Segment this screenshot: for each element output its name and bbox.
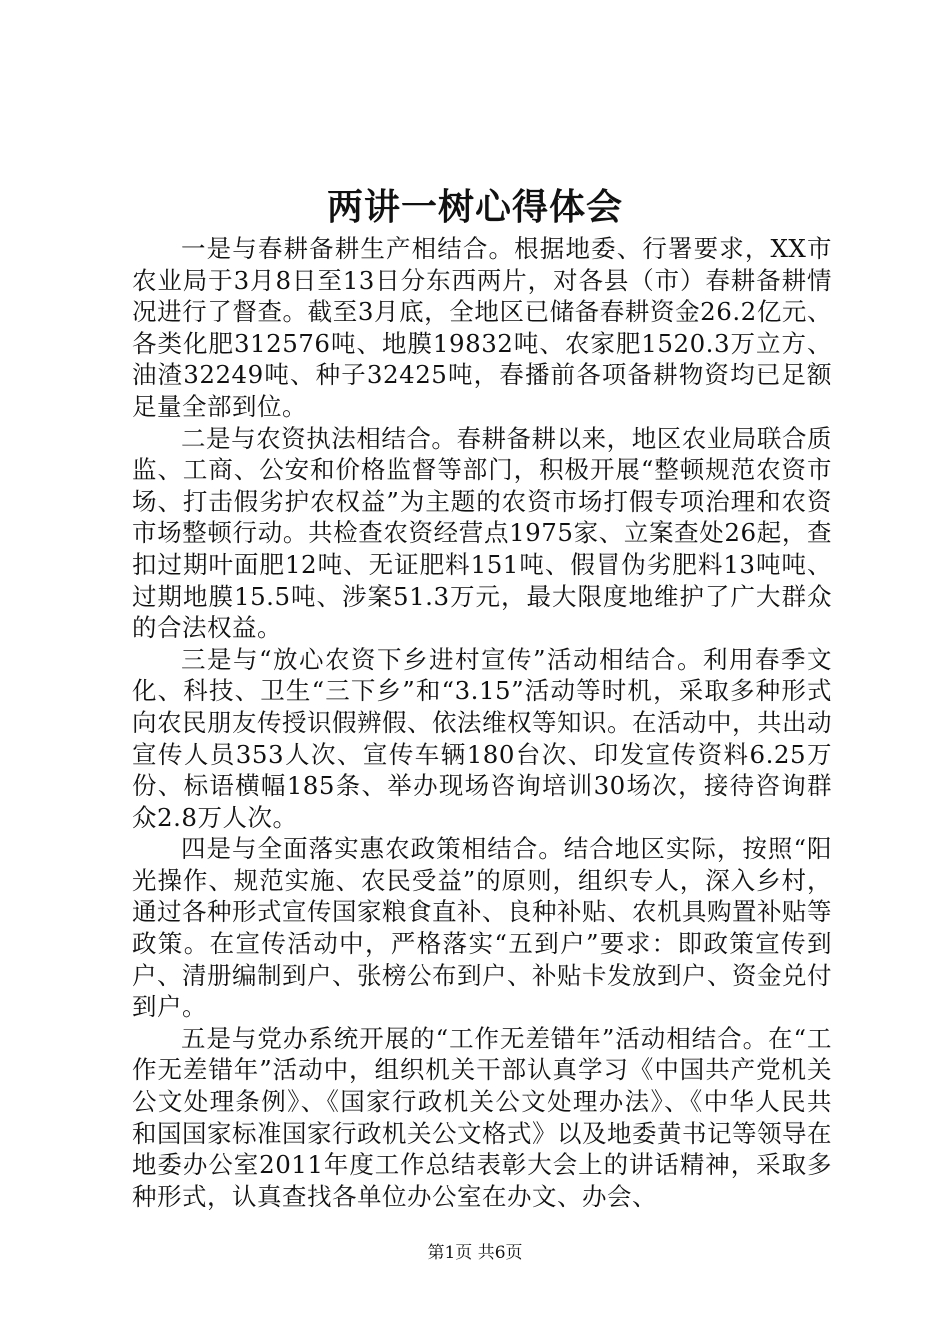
- paragraph-5: 五是与党办系统开展的“工作无差错年”活动相结合。在“工作无差错年”活动中，组织机关干部认真学习《中国共产党机关公文处理条例》、《国家行政机关公文处理办法》、《中华人民共和国国家标准国家行政机关公文格式》以及地委黄书记等领导在地委办公室2011年度工作总结表彰大会上的讲话精神，采取多种形式，认真查找各单位办公室在办文、办会、: [132, 1023, 832, 1211]
- paragraph-4: 四是与全面落实惠农政策相结合。结合地区实际，按照“阳光操作、规范实施、农民受益”的原则，组织专人，深入乡村，通过各种形式宣传国家粮食直补、良种补贴、农机具购置补贴等政策。在宣传活动中，严格落实“五到户”要求：即政策宣传到户、清册编制到户、张榜公布到户、补贴卡发放到户、资金兑付到户。: [132, 834, 832, 1022]
- paragraph-3: 三是与“放心农资下乡进村宣传”活动相结合。利用春季文化、科技、卫生“三下乡”和“3.15”活动等时机，采取多种形式向农民朋友传授识假辨假、依法维权等知识。在活动中，共出动宣传人员353人次、宣传车辆180台次、印发宣传资料6.25万份、标语横幅185条、举办现场咨询培训30场次，接待咨询群众2.8万人次。: [132, 644, 832, 832]
- paragraph-2: 二是与农资执法相结合。春耕备耕以来，地区农业局联合质监、工商、公安和价格监督等部门，积极开展“整顿规范农资市场、打击假劣护农权益”为主题的农资市场打假专项治理和农资市场整顿行动。共检查农资经营点1975家、立案查处26起，查扣过期叶面肥12吨、无证肥料151吨、假冒伪劣肥料13吨吨、过期地膜15.5吨、涉案51.3万元，最大限度地维护了广大群众的合法权益。: [132, 423, 832, 643]
- paragraph-1: 一是与春耕备耕生产相结合。根据地委、行署要求，XX市农业局于3月8日至13日分东西两片，对各县（市）春耕备耕情况进行了督查。截至3月底，全地区已储备春耕资金26.2亿元、各类化肥312576吨、地膜19832吨、农家肥1520.3万立方、油渣32249吨、种子32425吨，春播前各项备耕物资均已足额足量全部到位。: [132, 234, 832, 421]
- document-title: 两讲一树心得体会: [326, 186, 623, 228]
- page-footer: 第1页 共6页: [427, 1243, 523, 1263]
- document-body: [132, 233, 832, 1212]
